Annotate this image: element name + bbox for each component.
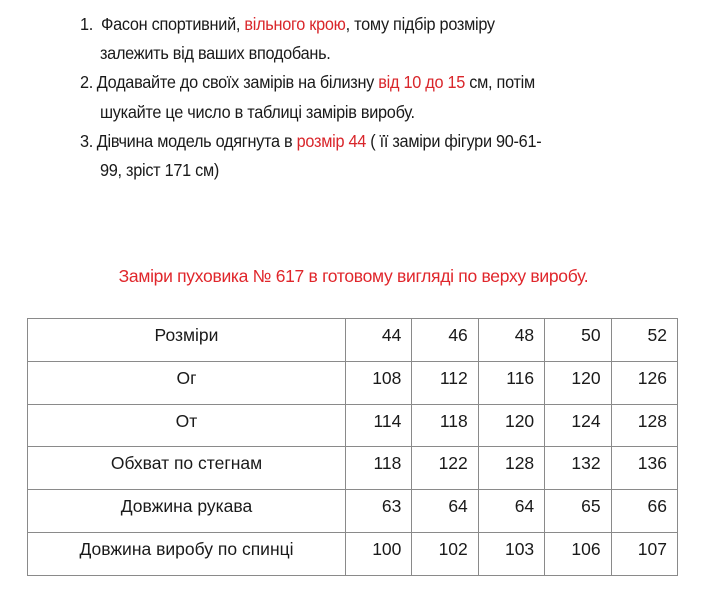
value-cell: 116 (478, 361, 544, 404)
instruction-line (100, 43, 331, 64)
instruction-line (80, 131, 541, 152)
text-segment: , тому підбір розміру (345, 14, 495, 34)
table-row (28, 404, 678, 447)
highlighted-text: від 10 до 15 (378, 72, 466, 93)
instruction-line (100, 102, 415, 123)
value-cell: 128 (478, 447, 544, 490)
value-cell: 136 (611, 447, 677, 490)
table-row (28, 447, 678, 490)
table-row (28, 532, 678, 575)
size-header-cell: 44 (346, 319, 412, 362)
value-cell: 114 (346, 404, 412, 447)
value-cell: 66 (611, 490, 677, 533)
table-row (28, 361, 678, 404)
instruction-line (80, 72, 535, 93)
header-cell: Розміри (28, 319, 346, 362)
value-cell: 122 (412, 447, 478, 490)
value-cell: 112 (412, 361, 478, 404)
size-header-cell: 46 (412, 319, 478, 362)
instruction-line (100, 160, 219, 181)
size-header-cell: 48 (478, 319, 544, 362)
table-row (28, 490, 678, 533)
text-segment: залежить від ваших вподобань. (100, 43, 331, 64)
size-header-cell: 52 (611, 319, 677, 362)
row-label: Довжина виробу по спинці (28, 532, 346, 575)
text-segment: Додавайте до своїх замірів на білизну (96, 72, 379, 93)
list-number: 2. (80, 72, 94, 93)
value-cell: 124 (545, 404, 611, 447)
instruction-line (80, 14, 495, 35)
value-cell: 118 (346, 447, 412, 490)
row-label: Ог (28, 361, 346, 404)
text-segment: Дівчина модель одягнута в (96, 130, 297, 151)
text-segment: шукайте це число в таблиці замірів виробу. (100, 101, 415, 122)
row-label: Довжина рукава (28, 490, 346, 533)
table-title: Заміри пуховика № 617 в готовому вигляді по верху виробу. (118, 266, 589, 286)
value-cell: 120 (478, 404, 544, 447)
value-cell: 106 (545, 532, 611, 575)
highlighted-text: вільного крою (244, 14, 346, 34)
table-row (28, 319, 678, 362)
value-cell: 103 (478, 532, 544, 575)
text-segment: 99, зріст 171 см) (100, 160, 220, 180)
value-cell: 128 (611, 404, 677, 447)
value-cell: 118 (412, 404, 478, 447)
value-cell: 102 (412, 532, 478, 575)
highlighted-text: розмір 44 (296, 130, 367, 151)
value-cell: 63 (346, 490, 412, 533)
value-cell: 108 (346, 361, 412, 404)
value-cell: 64 (412, 490, 478, 533)
value-cell: 126 (611, 361, 677, 404)
text-segment: ( її заміри фігури 90-61- (366, 130, 542, 151)
value-cell: 132 (545, 447, 611, 490)
value-cell: 100 (346, 532, 412, 575)
size-header-cell: 50 (545, 319, 611, 362)
value-cell: 65 (545, 490, 611, 533)
value-cell: 64 (478, 490, 544, 533)
list-number: 1. (80, 14, 94, 34)
row-label: Обхват по стегнам (28, 447, 346, 490)
value-cell: 120 (545, 361, 611, 404)
row-label: От (28, 404, 346, 447)
value-cell: 107 (611, 532, 677, 575)
text-segment: см, потім (465, 72, 535, 93)
text-segment: Фасон спортивний, (96, 14, 245, 34)
list-number: 3. (80, 130, 94, 151)
size-table (27, 318, 678, 576)
